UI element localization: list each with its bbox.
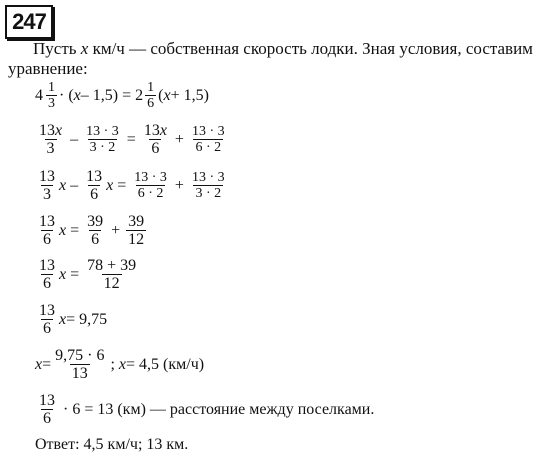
fraction: $\frac{13}{6}$: [39, 257, 55, 292]
fraction: $\frac{39}{6}$: [87, 213, 104, 248]
equation-7: [35, 347, 204, 382]
fraction: $\frac{1}{3}$: [48, 80, 55, 111]
operator: =: [70, 265, 80, 283]
intro-text: км/ч — собственная скорость лодки. Зная условия, составим: [88, 39, 533, 58]
intro-text-line2: уравнение:: [8, 59, 88, 78]
fraction: $\frac{13x}{6}$: [143, 122, 167, 157]
fraction: $\frac{13x}{3}$: [39, 122, 63, 157]
variable-x: x: [80, 39, 89, 58]
fraction: $\frac{78 + 39}{12}$: [87, 257, 137, 292]
equation-6: [35, 302, 107, 337]
variable-x: x: [59, 176, 67, 194]
fraction: $\frac{9,75 \cdot 6}{13}$: [55, 347, 105, 382]
variable-x: x: [163, 86, 171, 104]
equation-1: [35, 80, 209, 111]
fraction: $\frac{13}{6}$: [39, 392, 55, 427]
fraction: $\frac{13}{3}$: [39, 168, 55, 203]
variable-x: x: [118, 355, 127, 373]
eq-term: · 6 = 13 (км) — расстояние между поселками.: [63, 400, 375, 418]
fraction: $\frac{13 \cdot 3}{3 \cdot 2}$: [191, 170, 225, 201]
problem-number-badge: 247: [5, 5, 53, 39]
variable-x: x: [59, 310, 67, 328]
eq-term: 4: [35, 86, 43, 104]
operator: =: [70, 221, 80, 239]
operator: =: [117, 176, 127, 194]
operator: =: [42, 355, 52, 373]
fraction: $\frac{13}{6}$: [39, 213, 55, 248]
equation-4: [35, 213, 148, 248]
eq-term: · (: [59, 86, 74, 104]
eq-term: + 1,5): [170, 86, 209, 104]
variable-x: x: [73, 86, 81, 104]
operator: –: [70, 176, 79, 194]
problem-intro: [8, 39, 543, 79]
operator: +: [174, 176, 184, 194]
equation-2: [35, 122, 229, 157]
eq-term: = 4,5 (км/ч): [126, 355, 205, 373]
separator: ;: [110, 355, 115, 373]
fraction: $\frac{39}{12}$: [128, 213, 145, 248]
operator: –: [70, 130, 79, 148]
eq-term: – 1,5) = 2: [80, 86, 144, 104]
answer-line: Ответ: 4,5 км/ч; 13 км.: [35, 436, 189, 453]
variable-x: x: [35, 355, 43, 373]
variable-x: x: [59, 265, 67, 283]
equation-3: [35, 168, 229, 203]
equation-5: [35, 257, 140, 292]
operator: +: [111, 221, 121, 239]
operator: +: [174, 130, 184, 148]
fraction: $\frac{1}{6}$: [147, 80, 155, 111]
equation-8: [35, 392, 374, 427]
fraction: $\frac{13 \cdot 3}{6 \cdot 2}$: [134, 170, 167, 201]
eq-term: (: [158, 86, 164, 104]
fraction: $\frac{13 \cdot 3}{3 \cdot 2}$: [86, 124, 119, 155]
fraction: $\frac{13 \cdot 3}{6 \cdot 2}$: [191, 124, 225, 155]
intro-text: Пусть: [33, 39, 81, 58]
operator: =: [126, 130, 136, 148]
eq-term: = 9,75: [66, 310, 108, 328]
variable-x: x: [106, 176, 114, 194]
fraction: $\frac{13}{6}$: [39, 302, 55, 337]
fraction: $\frac{13}{6}$: [86, 168, 103, 203]
variable-x: x: [59, 221, 67, 239]
